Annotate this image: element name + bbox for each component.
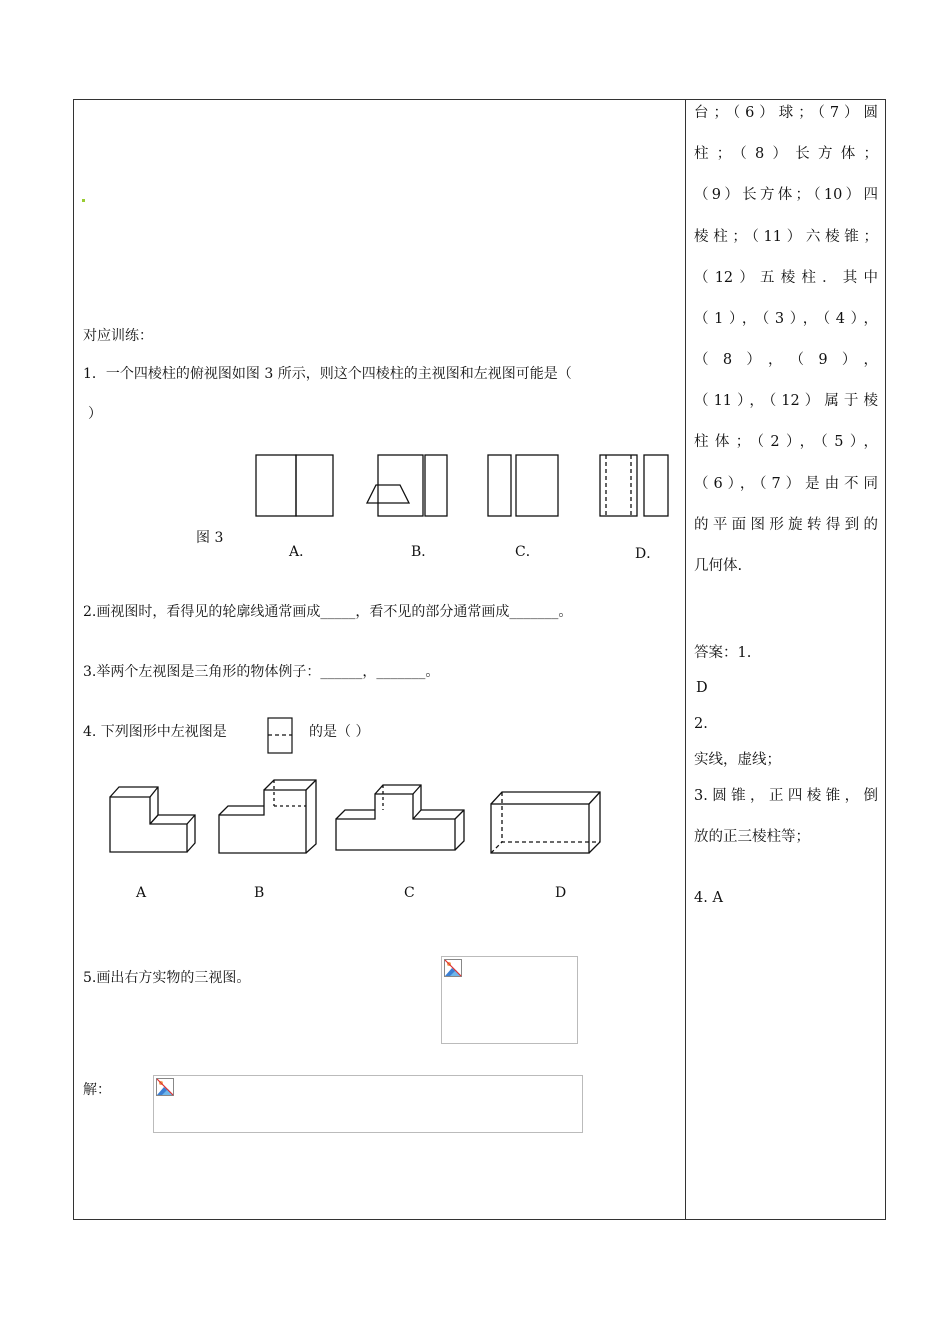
- option-b-left-view: [425, 455, 447, 516]
- question-1-paren: ）: [88, 406, 102, 422]
- q1-option-c: C．: [515, 544, 540, 560]
- sidebar-line: （11），（12）属于棱: [694, 393, 878, 409]
- option-d-left-view: [644, 455, 668, 516]
- answer-line: 实线，虚线；: [694, 752, 781, 768]
- solid-b: [219, 780, 316, 853]
- object-image-placeholder: [441, 956, 578, 1044]
- sidebar-line: （6），（7）是由不同: [694, 476, 878, 492]
- q1-option-b: B．: [411, 544, 436, 560]
- solid-a: [110, 787, 195, 852]
- question-5-text: 5.画出右方实物的三视图。: [83, 970, 251, 986]
- sidebar-line: 棱柱；（11）六棱锥；: [694, 229, 878, 245]
- sidebar-line: （1），（3），（4），: [694, 311, 878, 327]
- q1-option-a: A．: [289, 544, 314, 560]
- sidebar-line: 柱体；（2），（5），: [694, 434, 878, 450]
- answer-line: 2.: [694, 716, 708, 732]
- sidebar-line: 台；（6）球；（7）圆: [694, 105, 878, 121]
- question-1-text: 1．一个四棱柱的俯视图如图 3 所示，则这个四棱柱的主视图和左视图可能是（: [83, 366, 572, 382]
- question-2-text: 2.画视图时，看得见的轮廓线通常画成_____，看不见的部分通常画成_______。: [83, 604, 573, 620]
- q4-option-b: B: [254, 885, 265, 901]
- answer-line: 答案：1.: [694, 645, 752, 661]
- practice-heading: 对应训练：: [83, 328, 153, 344]
- sidebar-line: 柱；（8）长方体；: [694, 146, 878, 162]
- solution-image-placeholder: [153, 1075, 583, 1133]
- q4-option-a: A: [136, 885, 147, 901]
- answer-line: 放的正三棱柱等；: [694, 829, 810, 845]
- answer-line: 4. A: [694, 890, 723, 906]
- option-c-left-view: [516, 455, 558, 516]
- question-4-left-view-icon: [266, 716, 296, 756]
- solid-c: [336, 785, 464, 850]
- sidebar-line: （12）五棱柱．其中: [694, 270, 878, 286]
- figure-3-label: 图 3: [196, 530, 224, 546]
- question-4-figures: [100, 772, 610, 862]
- q4-option-c: C: [404, 885, 415, 901]
- answer-line: D: [696, 680, 708, 696]
- option-a-left-view: [296, 455, 333, 516]
- broken-image-icon: [156, 1078, 174, 1096]
- question-4-suffix: 的是（ ）: [309, 724, 370, 740]
- option-c-front-view: [488, 455, 511, 516]
- solution-label: 解：: [83, 1082, 111, 1098]
- sidebar-line: 几何体.: [694, 558, 743, 574]
- stray-mark: [82, 199, 85, 202]
- question-4-prefix: 4. 下列图形中左视图是: [83, 724, 227, 740]
- broken-image-icon: [444, 959, 462, 977]
- sidebar-line: （8），（9），: [694, 352, 878, 368]
- option-a-front-view: [256, 455, 296, 516]
- question-1-figures: [180, 445, 680, 520]
- sidebar-line: 的平面图形旋转得到的: [694, 517, 878, 533]
- q4-option-d: D: [555, 885, 567, 901]
- q1-option-d: D．: [635, 546, 661, 562]
- column-divider: [685, 99, 686, 1220]
- figure-3-trapezoid: [367, 485, 409, 503]
- answer-line: 3.圆锥，正四棱锥，倒: [694, 788, 878, 804]
- question-3-text: 3.举两个左视图是三角形的物体例子：______，_______。: [83, 664, 440, 680]
- solid-d: [491, 792, 600, 853]
- sidebar-line: （9）长方体；（10）四: [694, 187, 878, 203]
